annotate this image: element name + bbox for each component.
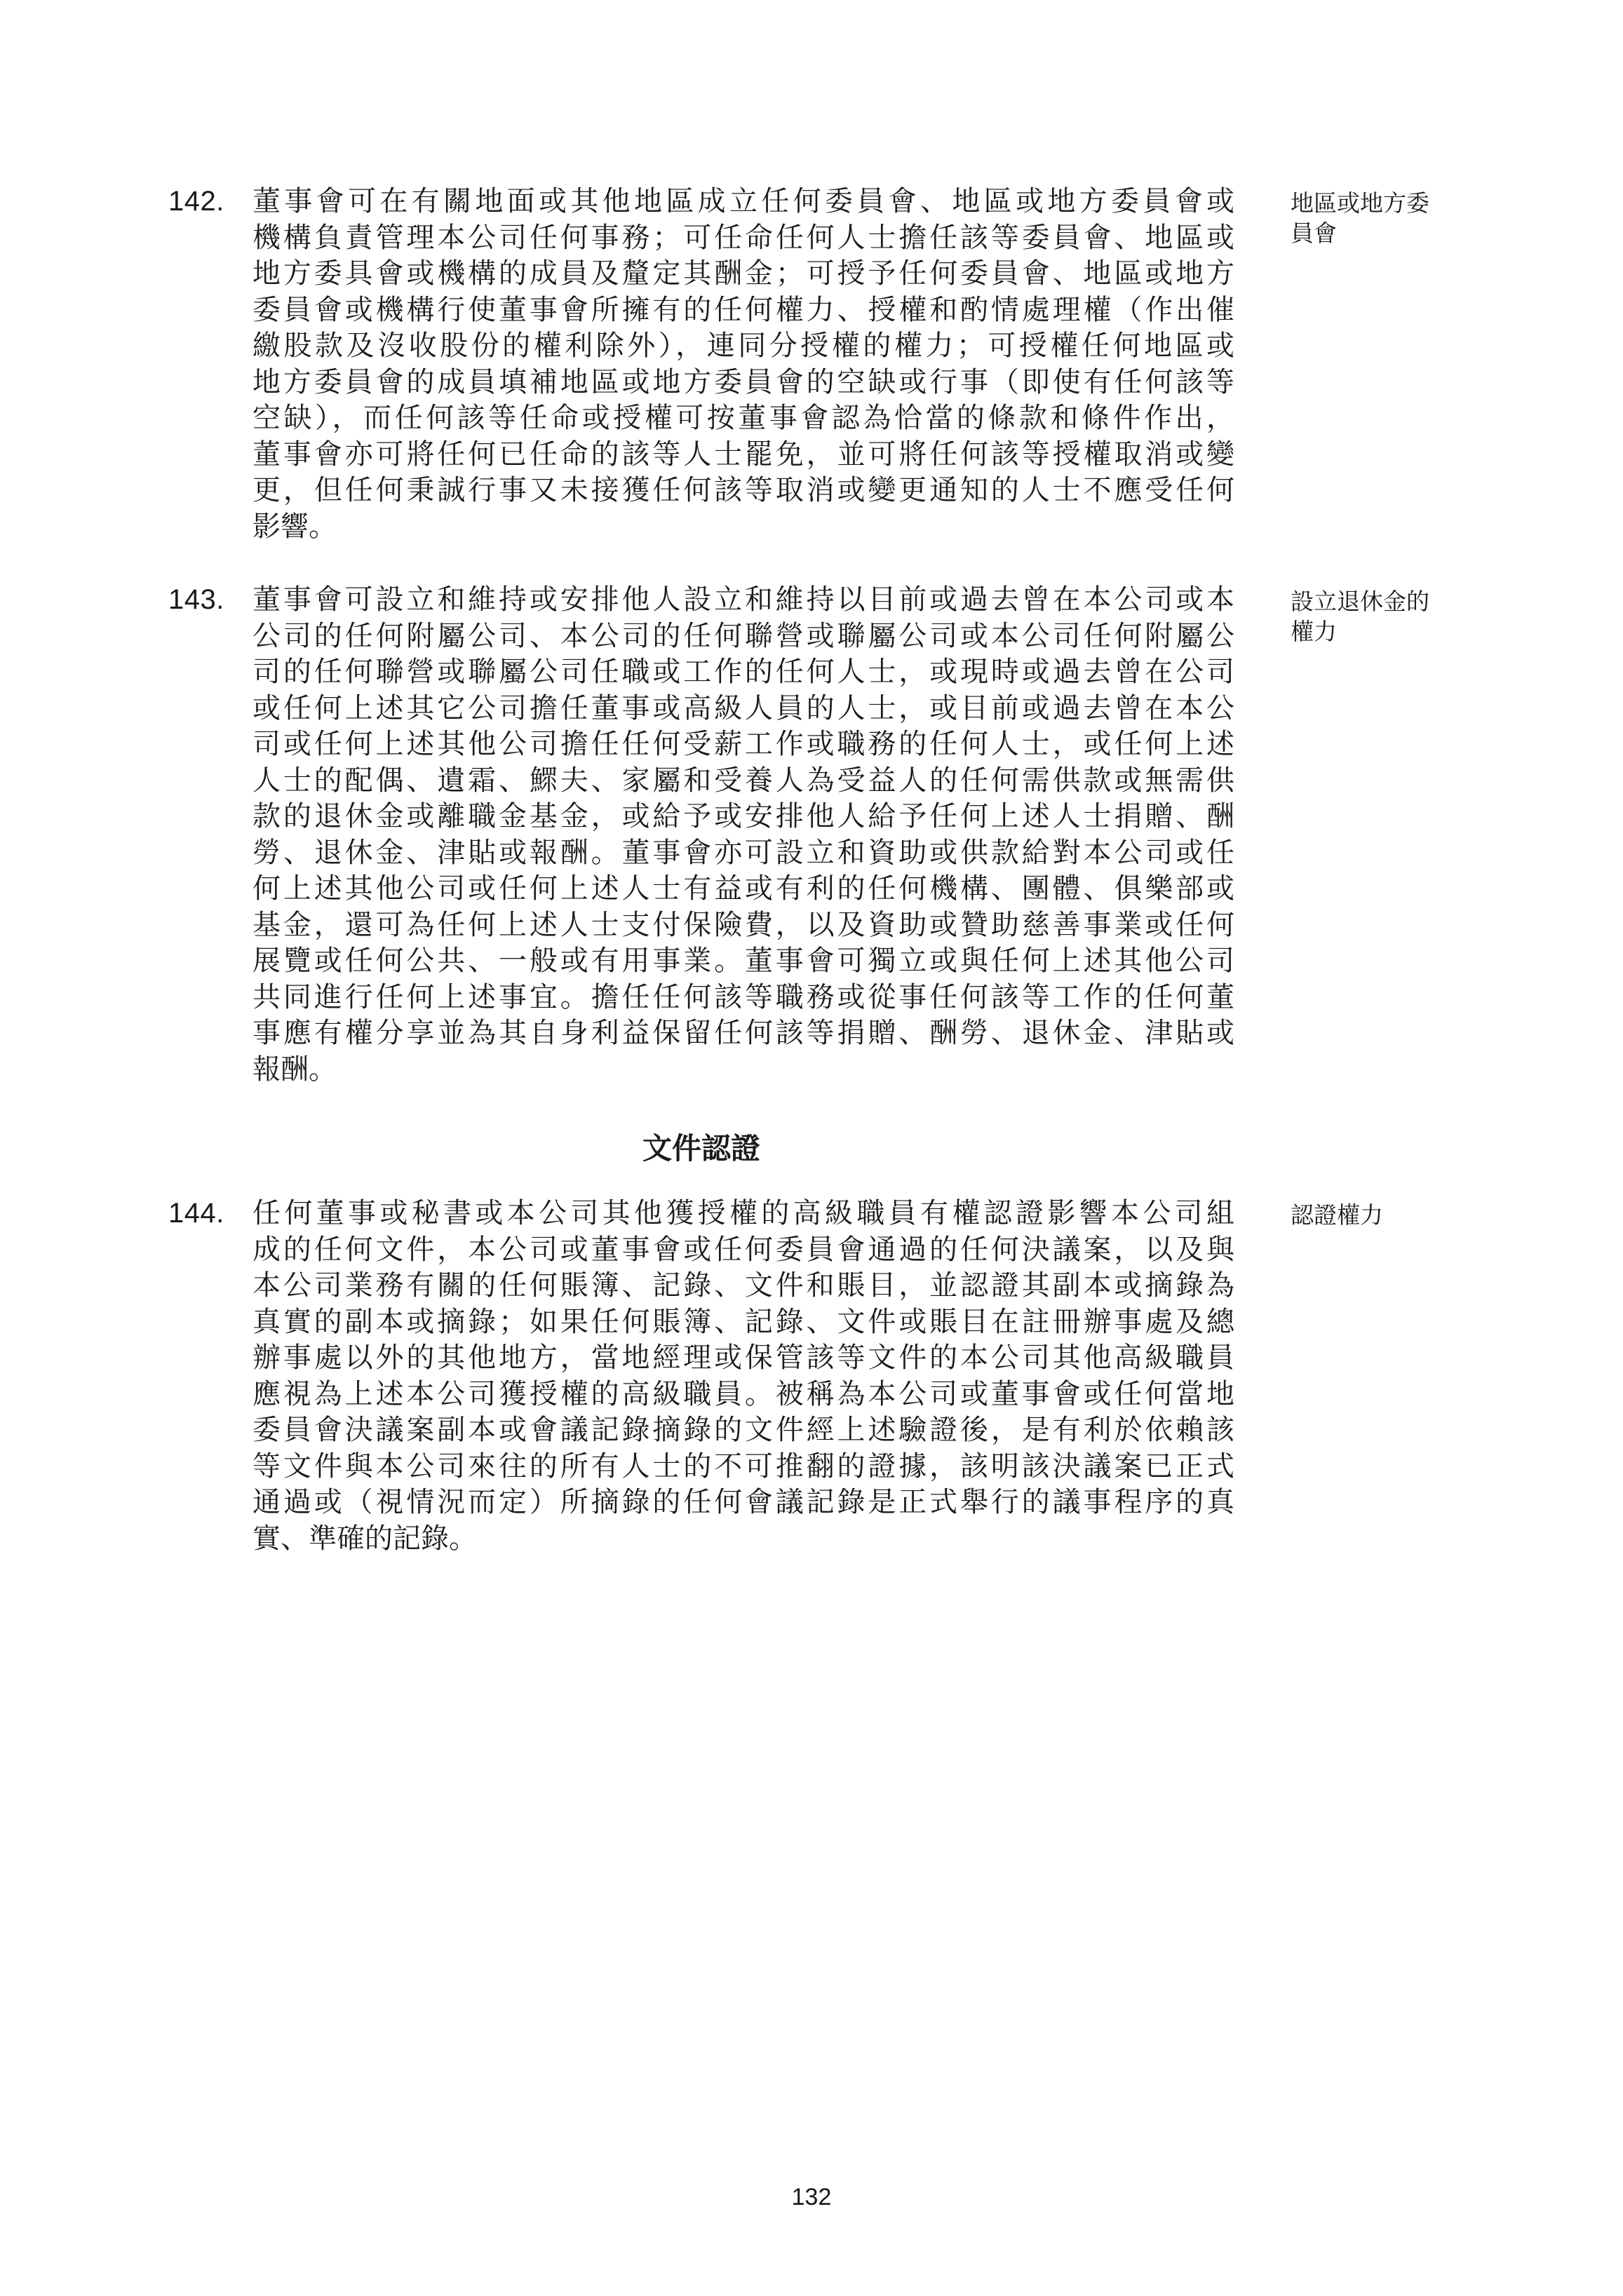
article-line: 公司的任何附屬公司、本公司的任何聯營或聯屬公司或本公司任何附屬公 [252, 619, 1234, 652]
article-line: 地方委具會或機構的成員及釐定其酬金；可授予任何委員會、地區或地方 [252, 257, 1234, 290]
article-line: 辦事處以外的其他地方，當地經理或保管該等文件的本公司其他高級職員 [252, 1342, 1234, 1374]
article-line: 事應有權分享並為其自身利益保留任何該等捐贈、酬勞、退休金、津貼或 [252, 1017, 1234, 1049]
article-line: 司或任何上述其他公司擔任任何受薪工作或職務的任何人士，或任何上述 [252, 728, 1234, 760]
article-line: 或任何上述其它公司擔任董事或高級人員的人士，或目前或過去曾在本公 [252, 691, 1234, 724]
article-line: 基金，還可為任何上述人士支付保險費，以及資助或贊助慈善事業或任何 [252, 908, 1234, 941]
article-line: 機構負責管理本公司任何事務；可任命任何人士擔任該等委員會、地區或 [252, 221, 1234, 254]
article-line: 真實的副本或摘錄；如果任何賬簿、記錄、文件或賬目在註冊辦事處及總 [252, 1305, 1234, 1338]
article-line: 通過或（視情況而定）所摘錄的任何會議記錄是正式舉行的議事程序的真 [252, 1486, 1234, 1518]
article-number: 142. [168, 186, 224, 217]
article-line: 人士的配偶、遺霜、鰥夫、家屬和受養人為受益人的任何需供款或無需供 [252, 764, 1234, 797]
article-line: 應視為上述本公司獲授權的高級職員。被稱為本公司或董事會或任何當地 [252, 1377, 1234, 1410]
article-line: 勞、退休金、津貼或報酬。董事會亦可設立和資助或供款給對本公司或任 [252, 836, 1234, 869]
article-line: 董事會可設立和維持或安排他人設立和維持以目前或過去曾在本公司或本 [252, 583, 1234, 616]
side-note-143 [1291, 586, 1466, 647]
article-line: 本公司業務有關的任何賬簿、記錄、文件和賬目，並認證其副本或摘錄為 [252, 1269, 1234, 1302]
side-note-line: 員會 [1291, 220, 1337, 247]
side-note-line: 設立退休金的 [1291, 588, 1429, 615]
article-line: 報酬。 [252, 1053, 337, 1086]
side-note-144 [1291, 1200, 1466, 1230]
article-line: 地方委員會的成員填補地區或地方委員會的空缺或行事（即使有任何該等 [252, 365, 1234, 398]
article-body [252, 184, 1234, 545]
article-line: 司的任何聯營或聯屬公司任職或工作的任何人士，或現時或過去曾在公司 [252, 656, 1234, 688]
article-line: 委員會或機構行使董事會所擁有的任何權力、授權和酌情處理權（作出催 [252, 293, 1234, 326]
article-line: 展覽或任何公共、一般或有用事業。董事會可獨立或與任何上述其他公司 [252, 945, 1234, 977]
article-line: 委員會決議案副本或會議記錄摘錄的文件經上述驗證後，是有利於依賴該 [252, 1414, 1234, 1446]
article-line: 等文件與本公司來往的所有人士的不可推翻的證據，該明該決議案已正式 [252, 1450, 1234, 1483]
article-body [252, 582, 1234, 1088]
article-line: 董事會亦可將任何已任命的該等人士罷免，並可將任何該等授權取消或變 [252, 438, 1234, 471]
side-note-line: 地區或地方委 [1291, 189, 1429, 217]
article-line: 更，但任何秉誠行事又未接獲任何該等取消或變更通知的人士不應受任何 [252, 474, 1234, 506]
side-note-line: 權力 [1291, 618, 1337, 645]
article-number: 144. [168, 1198, 224, 1229]
article-body [252, 1196, 1234, 1557]
article-line: 成的任何文件，本公司或董事會或任何委員會通過的任何決議案，以及與 [252, 1233, 1234, 1266]
article-line: 實、準確的記錄。 [252, 1522, 477, 1555]
article-line: 共同進行任何上述事宜。擔任任何該等職務或從事任何該等工作的任何董 [252, 980, 1234, 1013]
article-line: 款的退休金或離職金基金，或給予或安排他人給予任何上述人士捐贈、酬 [252, 800, 1234, 832]
article-line: 繳股款及沒收股份的權利除外），連同分授權的權力；可授權任何地區或 [252, 330, 1234, 362]
article-line: 空缺），而任何該等任命或授權可按董事會認為恰當的條款和條件作出， [252, 402, 1234, 434]
article-line: 董事會可在有關地面或其他地區成立任何委員會、地區或地方委員會或 [252, 185, 1234, 217]
article-line: 任何董事或秘書或本公司其他獲授權的高級職員有權認證影響本公司組 [252, 1197, 1234, 1229]
side-note-142 [1291, 188, 1466, 248]
article-line: 影響。 [252, 510, 337, 543]
section-heading: 文件認證 [642, 1131, 760, 1166]
article-number: 143. [168, 584, 224, 615]
side-note-line: 認證權力 [1291, 1201, 1383, 1229]
page-number: 132 [791, 2184, 832, 2210]
article-line: 何上述其他公司或任何上述人士有益或有利的任何機構、團體、俱樂部或 [252, 872, 1234, 905]
